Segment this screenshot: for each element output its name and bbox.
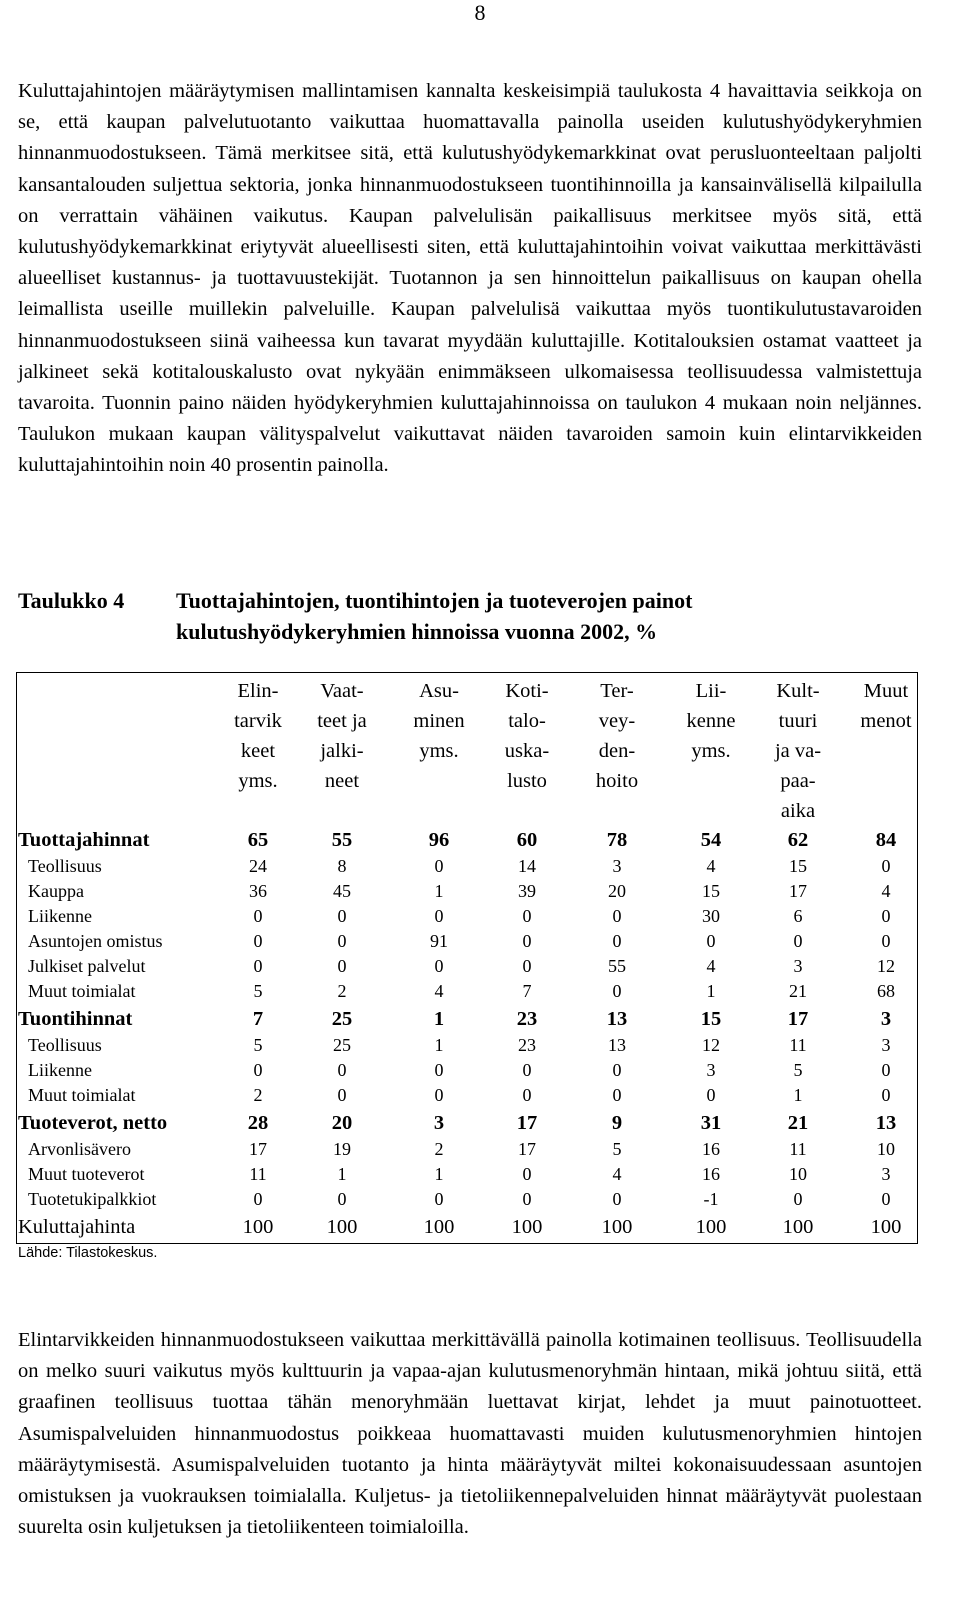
table-row <box>0 953 960 979</box>
table-cell: 0 <box>337 906 347 926</box>
table-cell: 0 <box>522 931 532 951</box>
table-cell: 17 <box>249 1139 267 1159</box>
table-cell: 3 <box>706 1060 716 1080</box>
table-cell: 100 <box>601 1216 633 1238</box>
table-cell: 4 <box>706 956 716 976</box>
row-label: Tuotetukipalkkiot <box>28 1189 157 1209</box>
table-cell: 14 <box>518 856 536 876</box>
column-header: Lii- kenne yms. <box>686 680 736 762</box>
table-row <box>0 1082 960 1108</box>
table-row <box>0 853 960 879</box>
table-cell: 0 <box>706 931 716 951</box>
row-label: Arvonlisävero <box>28 1139 131 1159</box>
table-cell: 28 <box>247 1112 269 1134</box>
column-header: Muut menot <box>860 680 912 732</box>
table-cell: 4 <box>612 1164 622 1184</box>
table-cell: 19 <box>333 1139 351 1159</box>
column-header: Asu- minen yms. <box>413 680 465 762</box>
table-cell: 0 <box>522 1164 532 1184</box>
table-cell: 0 <box>793 931 803 951</box>
table-cell: 100 <box>695 1216 727 1238</box>
table-cell: 0 <box>434 1189 444 1209</box>
table-cell: 54 <box>700 829 722 851</box>
table-cell: 0 <box>881 1189 891 1209</box>
table-cell: 25 <box>331 1008 353 1030</box>
table-cell: 15 <box>702 881 720 901</box>
table-cell: 0 <box>612 1189 622 1209</box>
table-caption-label: Taulukko 4 <box>18 588 125 613</box>
table-row <box>0 878 960 904</box>
table-cell: 20 <box>608 881 626 901</box>
table-cell: 3 <box>880 1008 892 1030</box>
row-label: Muut toimialat <box>28 981 136 1001</box>
column-header: Elin- tarvik keet yms. <box>234 680 282 792</box>
table-cell: 0 <box>881 906 891 926</box>
table-cell: 16 <box>702 1164 720 1184</box>
table-cell: 1 <box>434 1035 444 1055</box>
table-cell: 15 <box>700 1008 722 1030</box>
table-cell: 62 <box>787 829 809 851</box>
table-cell: 21 <box>789 981 807 1001</box>
table-cell: 13 <box>608 1035 626 1055</box>
table-cell: 4 <box>881 881 891 901</box>
table-cell: 96 <box>428 829 450 851</box>
table-cell: 12 <box>702 1035 720 1055</box>
table-row <box>0 1032 960 1058</box>
table-cell: 2 <box>337 981 347 1001</box>
table-cell: 0 <box>612 981 622 1001</box>
table-cell: 0 <box>881 931 891 951</box>
table-cell: 68 <box>877 981 895 1001</box>
table-cell: 10 <box>877 1139 895 1159</box>
table-cell: 0 <box>522 1085 532 1105</box>
table-row <box>0 1214 960 1240</box>
table-cell: 0 <box>337 931 347 951</box>
table-cell: 1 <box>706 981 716 1001</box>
table-cell: 3 <box>881 1035 891 1055</box>
table-cell: 2 <box>434 1139 444 1159</box>
table-source: Lähde: Tilastokeskus. <box>18 1245 158 1261</box>
table-cell: 7 <box>522 981 532 1001</box>
table-cell: 39 <box>518 881 536 901</box>
table-cell: 60 <box>516 829 538 851</box>
table-cell: 25 <box>333 1035 351 1055</box>
table-cell: 0 <box>434 1060 444 1080</box>
table-caption-title: Tuottajahintojen, tuontihintojen ja tuoteverojen painot kulutushyödykeryhmien hinnoissa vuonna 2002, % <box>176 588 693 644</box>
table-cell: 0 <box>253 1189 263 1209</box>
table-cell: 5 <box>612 1139 622 1159</box>
table-cell: 5 <box>253 1035 263 1055</box>
table-cell: 11 <box>789 1139 807 1159</box>
table-cell: 65 <box>247 829 269 851</box>
table-cell: 0 <box>434 1085 444 1105</box>
table-cell: 5 <box>793 1060 803 1080</box>
table-cell: 0 <box>253 1060 263 1080</box>
table-cell: 100 <box>326 1216 358 1238</box>
table-cell: 55 <box>331 829 353 851</box>
table-cell: 23 <box>518 1035 536 1055</box>
table-cell: 0 <box>253 931 263 951</box>
row-label: Teollisuus <box>28 1035 102 1055</box>
column-header: Kult- tuuri ja va- paa- aika <box>774 680 822 822</box>
table-cell: 3 <box>612 856 622 876</box>
table-cell: 5 <box>253 981 263 1001</box>
table-cell: 0 <box>337 1060 347 1080</box>
table-cell: 0 <box>881 1085 891 1105</box>
table-row <box>0 1057 960 1083</box>
table-cell: 0 <box>793 1189 803 1209</box>
table-cell: 13 <box>875 1112 897 1134</box>
table-cell: 9 <box>611 1112 623 1134</box>
table-cell: 0 <box>337 1085 347 1105</box>
row-label: Tuoteverot, netto <box>18 1112 168 1134</box>
table-cell: 1 <box>793 1085 803 1105</box>
table-row <box>0 1110 960 1136</box>
table-row <box>0 978 960 1004</box>
table-cell: 78 <box>606 829 628 851</box>
table-cell: 11 <box>789 1035 807 1055</box>
table-cell: -1 <box>703 1189 719 1209</box>
table-cell: 0 <box>522 956 532 976</box>
table-cell: 0 <box>522 1060 532 1080</box>
column-header: Vaat- teet ja jalki- neet <box>317 680 367 792</box>
table-cell: 100 <box>511 1216 543 1238</box>
table-cell: 20 <box>331 1112 353 1134</box>
table-cell: 11 <box>249 1164 267 1184</box>
table-cell: 4 <box>434 981 444 1001</box>
table-cell: 0 <box>522 1189 532 1209</box>
table-cell: 31 <box>700 1112 722 1134</box>
table-cell: 100 <box>242 1216 274 1238</box>
table-cell: 1 <box>434 881 444 901</box>
table-cell: 1 <box>337 1164 347 1184</box>
row-label: Kauppa <box>28 881 84 901</box>
row-label: Liikenne <box>28 906 92 926</box>
table-cell: 24 <box>249 856 267 876</box>
row-label: Tuontihinnat <box>18 1008 133 1030</box>
row-label: Asuntojen omistus <box>28 931 163 951</box>
table-cell: 0 <box>612 931 622 951</box>
page-number: 8 <box>474 0 486 25</box>
body-paragraph-2: Elintarvikkeiden hinnanmuodostukseen vaikuttaa merkittävällä painolla kotimainen teollisuus. Teollisuudella on melko suuri vaikutus myös kulttuurin ja vapaa-ajan kulutusmenoryhmän hintaan, mikä johtuu siitä, että graafinen teollisuus tuottaa tähän menoryhmään luettavat kirjat, lehdet ja muut painotuotteet. Asumispalveluiden hinnanmuodostus poikkeaa huomattavasti muiden kulutusmenoryhmien hintojen määräytymisestä. Asumispalveluiden tuotanto ja hinta määräytyvät miltei kokonaisuudessaan asuntojen omistuksen ja vuokrauksen toimialalla. Kuljetus- ja tietoliikennepalveluiden hinnat määräytyvät puolestaan suurelta osin kuljetuksen ja tietoliikenteen toimialoilla. <box>18 1329 922 1539</box>
table-cell: 4 <box>706 856 716 876</box>
table-cell: 7 <box>252 1008 264 1030</box>
table-cell: 2 <box>253 1085 263 1105</box>
table-row <box>0 827 960 853</box>
table-cell: 0 <box>612 1060 622 1080</box>
table-cell: 17 <box>516 1112 538 1134</box>
table-cell: 0 <box>434 856 444 876</box>
table-cell: 3 <box>433 1112 445 1134</box>
table-cell: 0 <box>881 856 891 876</box>
table-cell: 0 <box>612 1085 622 1105</box>
table-cell: 0 <box>337 956 347 976</box>
table-cell: 55 <box>608 956 626 976</box>
body-paragraph-1: Kuluttajahintojen määräytymisen mallintamisen kannalta keskeisimpiä taulukosta 4 havaittavia seikkoja on se, että kaupan palvelutuotanto vaikuttaa huomattavalla painolla useiden kulutushyödykeryhmien hinnanmuodostukseen. Tämä merkitsee sitä, että kulutushyödykemarkkinat ovat perusluonteeltaan paljolti kansantalouden suljettua sektoria, jonka hinnanmuodostukseen tuontihinnoilla ja kansainvälisellä kilpailulla on verrattain vähäinen vaikutus. Kaupan palvelulisän paikallisuus merkitsee myös sitä, että kulutushyödykemarkkinat eriytyvät alueellisesti siten, että kuluttajahintoihin voivat vaikuttaa merkittävästi alueelliset kustannus- ja tuottavuustekijät. Tuotannon ja sen hinnoittelun paikallisuus on kaupan ohella leimallista useille muillekin palveluille. Kaupan palvelulisä vaikuttaa myös tuontikulutustavaroiden hinnanmuodostukseen siinä vaiheessa kun tavarat myydään kuluttajille. Kotitalouksien ostamat vaatteet ja jalkineet sekä kotitalouskalusto ovat nykyään enimmäkseen ulkomaisessa teollisuudessa valmistettuja tavaroita. Tuonnin paino näiden hyödykeryhmien kuluttajahinnoissa on taulukon 4 mukaan noin neljännes. Taulukon mukaan kaupan välityspalvelut vaikuttavat näiden tavaroiden samoin kuin elintarvikkeiden kuluttajahintoihin noin 40 prosentin painolla. <box>18 80 922 477</box>
table-cell: 0 <box>253 906 263 926</box>
table-cell: 30 <box>702 906 720 926</box>
table-cell: 0 <box>434 956 444 976</box>
table-cell: 91 <box>430 931 448 951</box>
row-label: Julkiset palvelut <box>28 956 146 976</box>
table-cell: 17 <box>789 881 807 901</box>
table-row <box>0 1136 960 1162</box>
table-cell: 0 <box>434 906 444 926</box>
table-cell: 21 <box>787 1112 809 1134</box>
table-cell: 15 <box>789 856 807 876</box>
column-header: Koti- talo- uska- lusto <box>504 680 550 792</box>
table-row <box>0 1006 960 1032</box>
row-label: Muut toimialat <box>28 1085 136 1105</box>
table-cell: 1 <box>434 1164 444 1184</box>
table-row <box>0 928 960 954</box>
table-cell: 100 <box>423 1216 455 1238</box>
column-header: Ter- vey- den- hoito <box>595 680 639 792</box>
table-cell: 17 <box>518 1139 536 1159</box>
table-cell: 8 <box>337 856 347 876</box>
row-label: Muut tuoteverot <box>28 1164 145 1184</box>
table-cell: 3 <box>881 1164 891 1184</box>
table-cell: 0 <box>612 906 622 926</box>
table-cell: 23 <box>516 1008 538 1030</box>
table-cell: 6 <box>793 906 803 926</box>
table-cell: 16 <box>702 1139 720 1159</box>
table-cell: 1 <box>433 1008 445 1030</box>
row-label: Liikenne <box>28 1060 92 1080</box>
table-cell: 36 <box>249 881 267 901</box>
table-cell: 0 <box>881 1060 891 1080</box>
table-cell: 0 <box>337 1189 347 1209</box>
table-cell: 0 <box>706 1085 716 1105</box>
table-cell: 12 <box>877 956 895 976</box>
table-cell: 45 <box>333 881 351 901</box>
row-label: Teollisuus <box>28 856 102 876</box>
table-cell: 10 <box>789 1164 807 1184</box>
table-row <box>0 903 960 929</box>
row-label: Tuottajahinnat <box>18 829 150 851</box>
table-row <box>0 1161 960 1187</box>
table-row <box>0 1186 960 1212</box>
table-cell: 13 <box>606 1008 628 1030</box>
table-cell: 84 <box>875 829 897 851</box>
table-cell: 100 <box>782 1216 814 1238</box>
table-cell: 100 <box>870 1216 902 1238</box>
table-cell: 0 <box>522 906 532 926</box>
table-cell: 3 <box>793 956 803 976</box>
table-cell: 0 <box>253 956 263 976</box>
row-label: Kuluttajahinta <box>18 1216 136 1238</box>
table-cell: 17 <box>787 1008 809 1030</box>
